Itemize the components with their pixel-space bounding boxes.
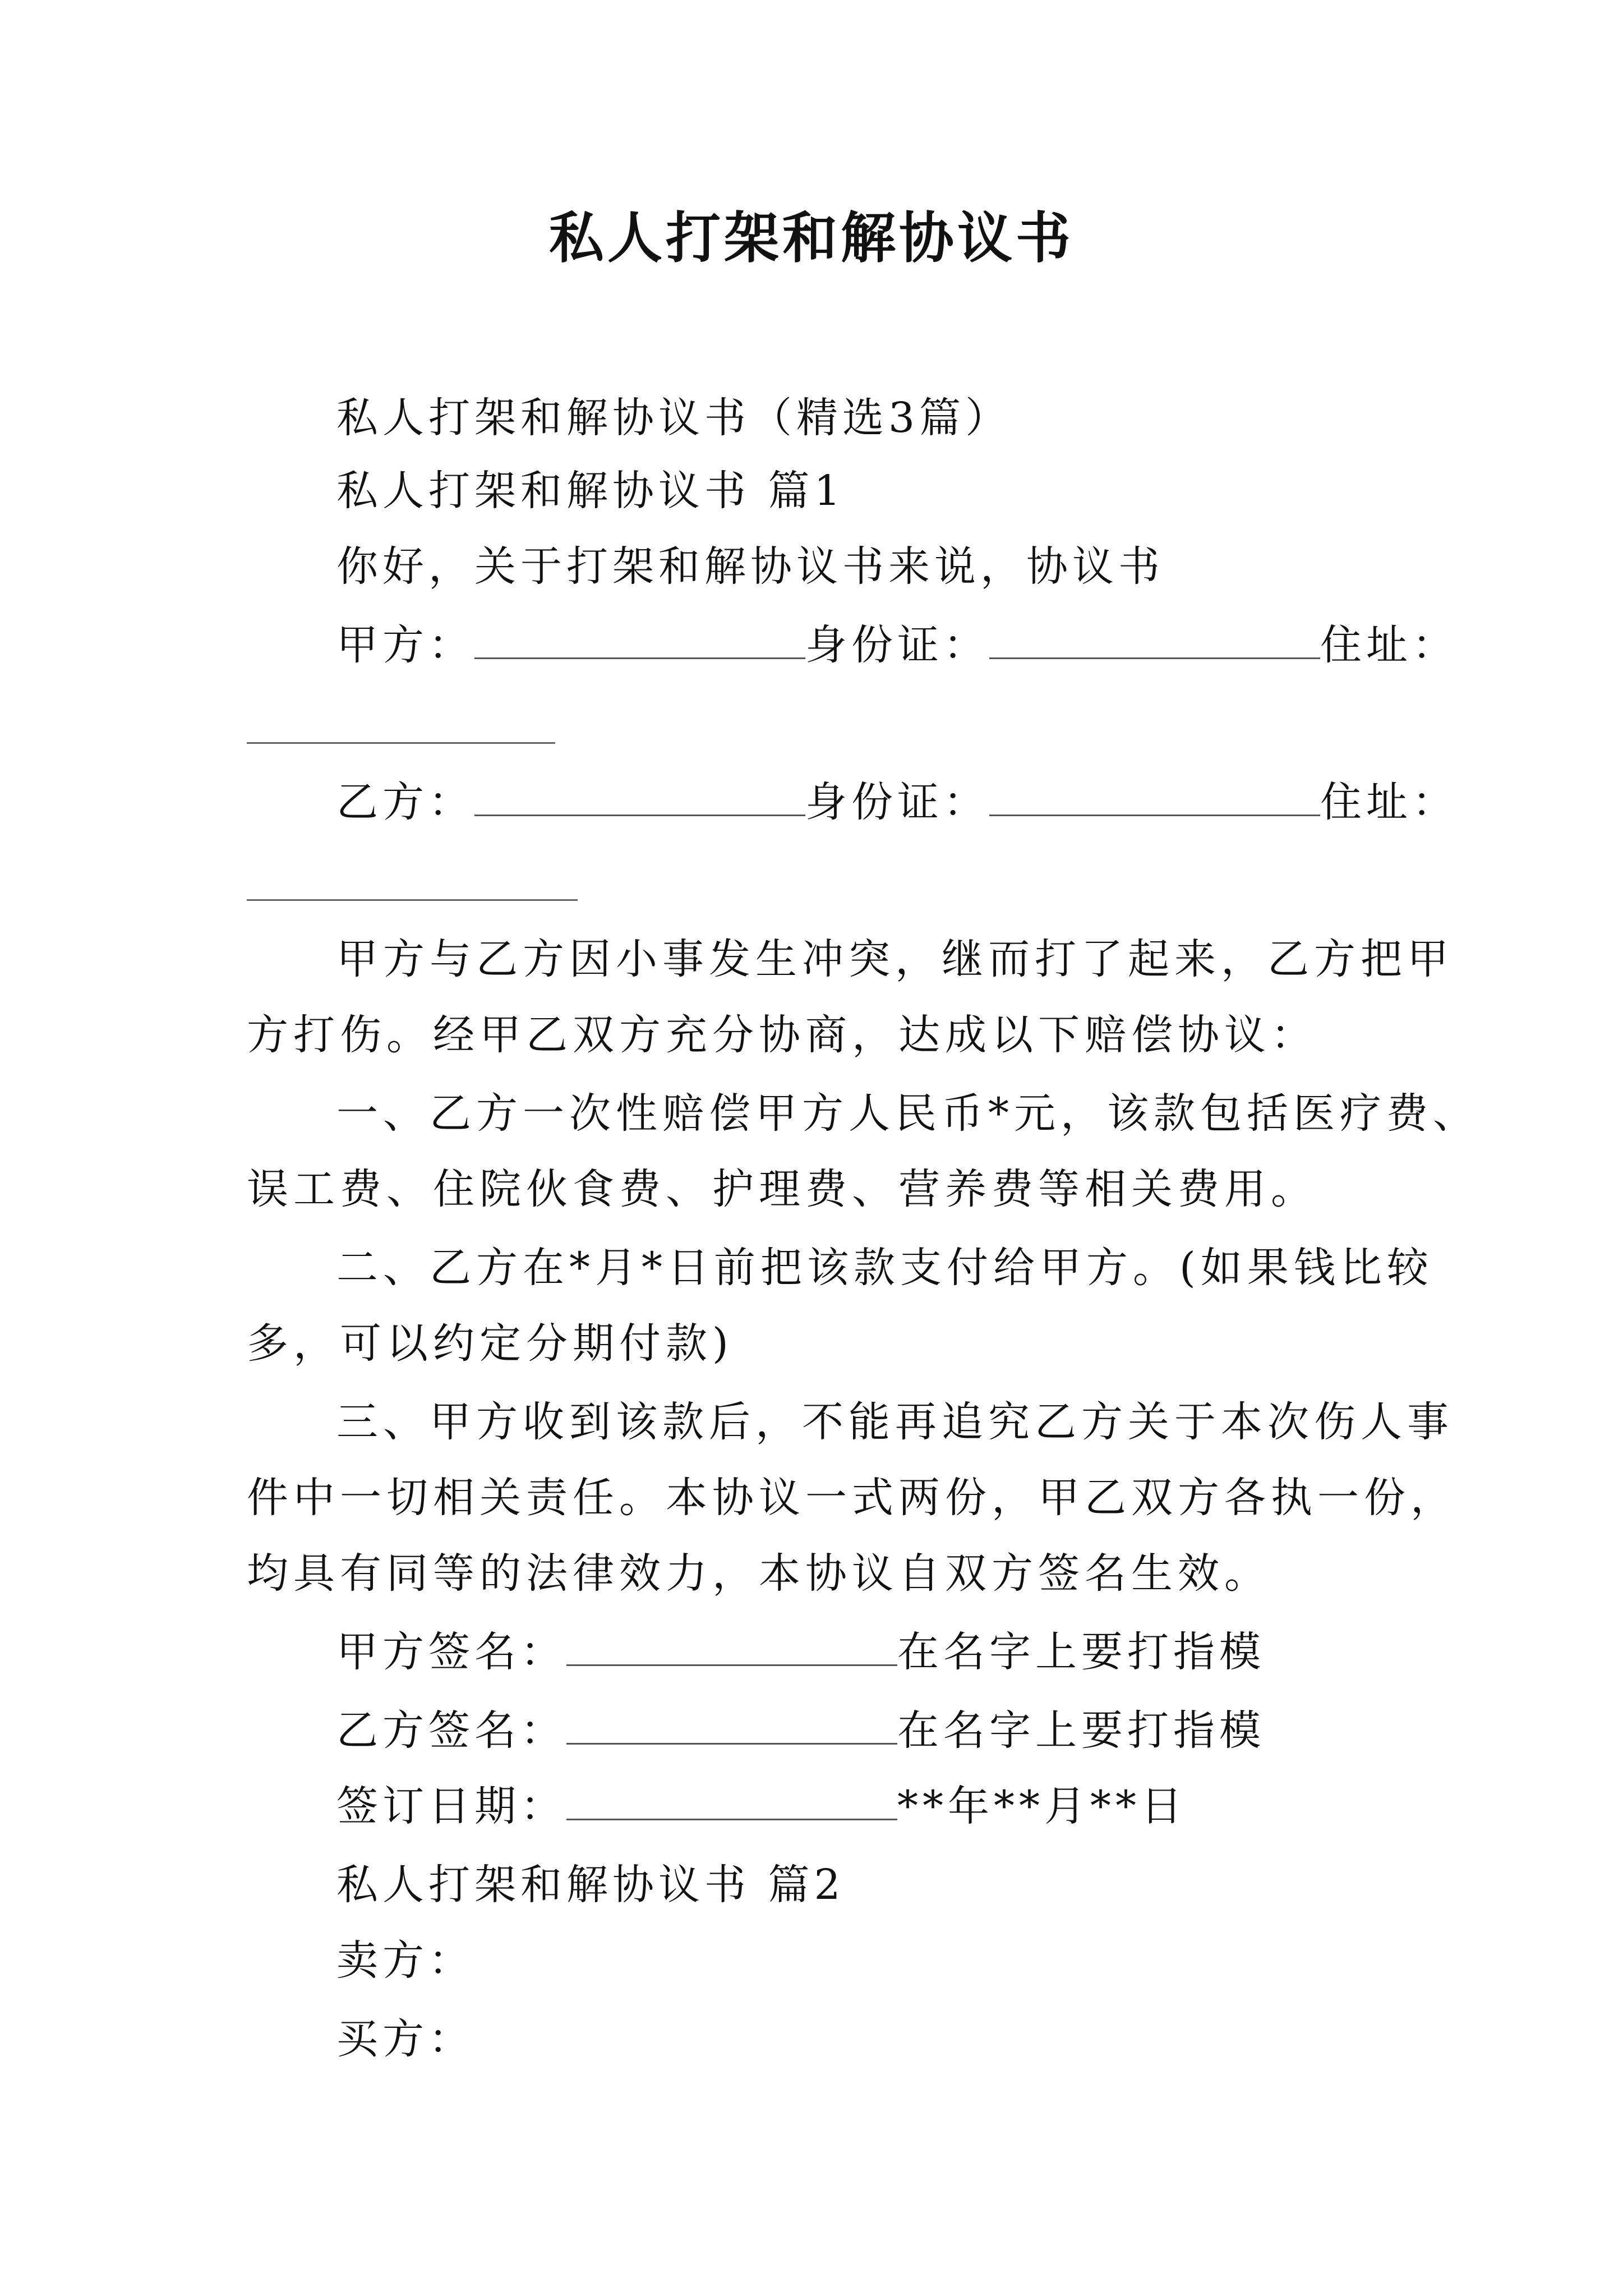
seller-label: 卖方： (336, 1936, 474, 1985)
party-a-id-blank (989, 620, 1320, 659)
signing-date-blank (566, 1782, 897, 1820)
paragraph-line: 多，可以约定分期付款) (247, 1319, 734, 1368)
paragraph-line: 甲方与乙方因小事发生冲突，继而打了起来，乙方把甲 (336, 935, 1454, 983)
document-subtitle: 私人打架和解协议书（精选3篇） (336, 394, 1012, 442)
party-b-row (336, 771, 1458, 833)
section-heading-1: 私人打架和解协议书 篇1 (336, 467, 845, 515)
party-a-address-label: 住址： (1320, 621, 1458, 669)
intro-text: 你好，关于打架和解协议书来说，协议书 (336, 542, 1164, 591)
section-heading-2: 私人打架和解协议书 篇2 (336, 1861, 845, 1909)
party-b-address-label: 住址： (1320, 778, 1458, 826)
signing-date-value: **年**月**日 (897, 1782, 1187, 1830)
paragraph-line: 一、乙方一次性赔偿甲方人民币*元，该款包括医疗费、 (336, 1089, 1479, 1138)
paragraph-line: 方打伤。经甲乙双方充分协商，达成以下赔偿协议： (247, 1011, 1317, 1059)
signature-b-note: 在名字上要打指模 (897, 1706, 1265, 1755)
party-b-name-blank (474, 777, 805, 816)
party-a-label: 甲方： (336, 621, 474, 669)
paragraph-line: 二、乙方在*月*日前把该款支付给甲方。(如果钱比较 (336, 1244, 1433, 1292)
signature-b-label: 乙方签名： (336, 1706, 566, 1755)
party-a-name-blank (474, 620, 805, 659)
party-b-label: 乙方： (336, 778, 474, 826)
signature-b-blank (566, 1706, 897, 1745)
paragraph-line: 误工费、住院伙食费、护理费、营养费等相关费用。 (247, 1165, 1317, 1213)
party-a-id-label: 身份证： (805, 621, 989, 669)
paragraph-line: 件中一切相关责任。本协议一式两份，甲乙双方各执一份， (247, 1474, 1457, 1522)
party-b-address-blank (247, 898, 578, 901)
party-b-id-blank (989, 777, 1320, 816)
party-b-id-label: 身份证： (805, 778, 989, 826)
buyer-label: 买方： (336, 2015, 474, 2063)
signature-a-note: 在名字上要打指模 (897, 1628, 1265, 1676)
signature-a-label: 甲方签名： (336, 1628, 566, 1676)
signature-b-row (336, 1700, 1265, 1761)
party-a-row (336, 614, 1458, 676)
paragraph-line: 均具有同等的法律效力，本协议自双方签名生效。 (247, 1549, 1271, 1598)
signing-date-row (336, 1775, 1187, 1837)
document-title: 私人打架和解协议书 (548, 206, 1074, 270)
signing-date-label: 签订日期： (336, 1782, 566, 1830)
party-a-address-blank (247, 740, 555, 744)
signature-a-blank (566, 1627, 897, 1666)
paragraph-line: 三、甲方收到该款后，不能再追究乙方关于本次伤人事 (336, 1398, 1454, 1446)
signature-a-row (336, 1621, 1265, 1683)
